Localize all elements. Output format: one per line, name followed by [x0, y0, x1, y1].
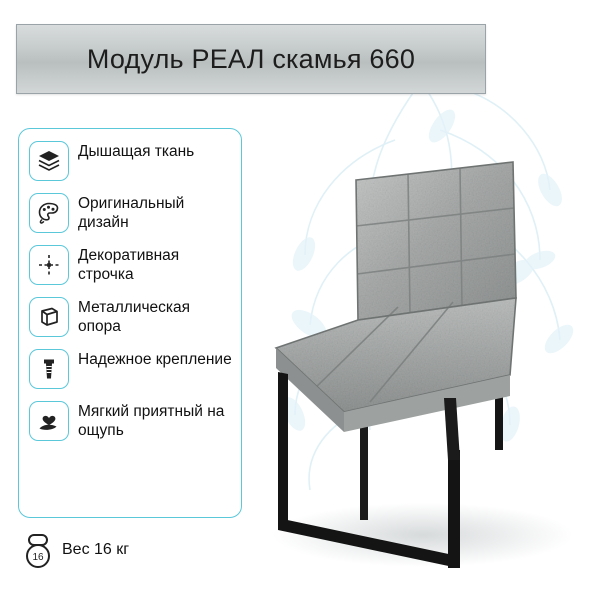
feature-item-design	[29, 193, 233, 233]
feature-label: Дышащая ткань	[78, 143, 195, 160]
page-title: Модуль РЕАЛ скамья 660	[86, 43, 416, 74]
palette-icon	[29, 193, 69, 233]
weight-badge	[20, 530, 129, 570]
soft-touch-hand-icon	[29, 401, 69, 441]
feature-item-soft-touch	[29, 401, 233, 441]
fabric-layers-icon	[29, 141, 69, 181]
weight-16kg-icon	[20, 530, 56, 570]
features-panel	[18, 128, 242, 518]
feature-label: Металлическая опора	[78, 299, 191, 335]
metal-support-icon	[29, 297, 69, 337]
feature-label: Надежное крепление	[78, 351, 232, 368]
title-banner	[16, 24, 486, 94]
stitching-icon	[29, 245, 69, 285]
feature-item-fastening	[29, 349, 233, 389]
feature-item-metal-support	[29, 297, 233, 337]
svg-text:16: 16	[32, 552, 44, 563]
feature-label: Декоративная строчка	[78, 247, 180, 283]
weight-label: Вес 16 кг	[62, 541, 130, 558]
feature-item-stitching	[29, 245, 233, 285]
feature-label: Оригинальный дизайн	[78, 195, 185, 231]
feature-item-fabric	[29, 141, 233, 181]
product-image	[248, 150, 593, 570]
feature-label: Мягкий приятный на ощупь	[78, 403, 225, 439]
bolt-icon	[29, 349, 69, 389]
